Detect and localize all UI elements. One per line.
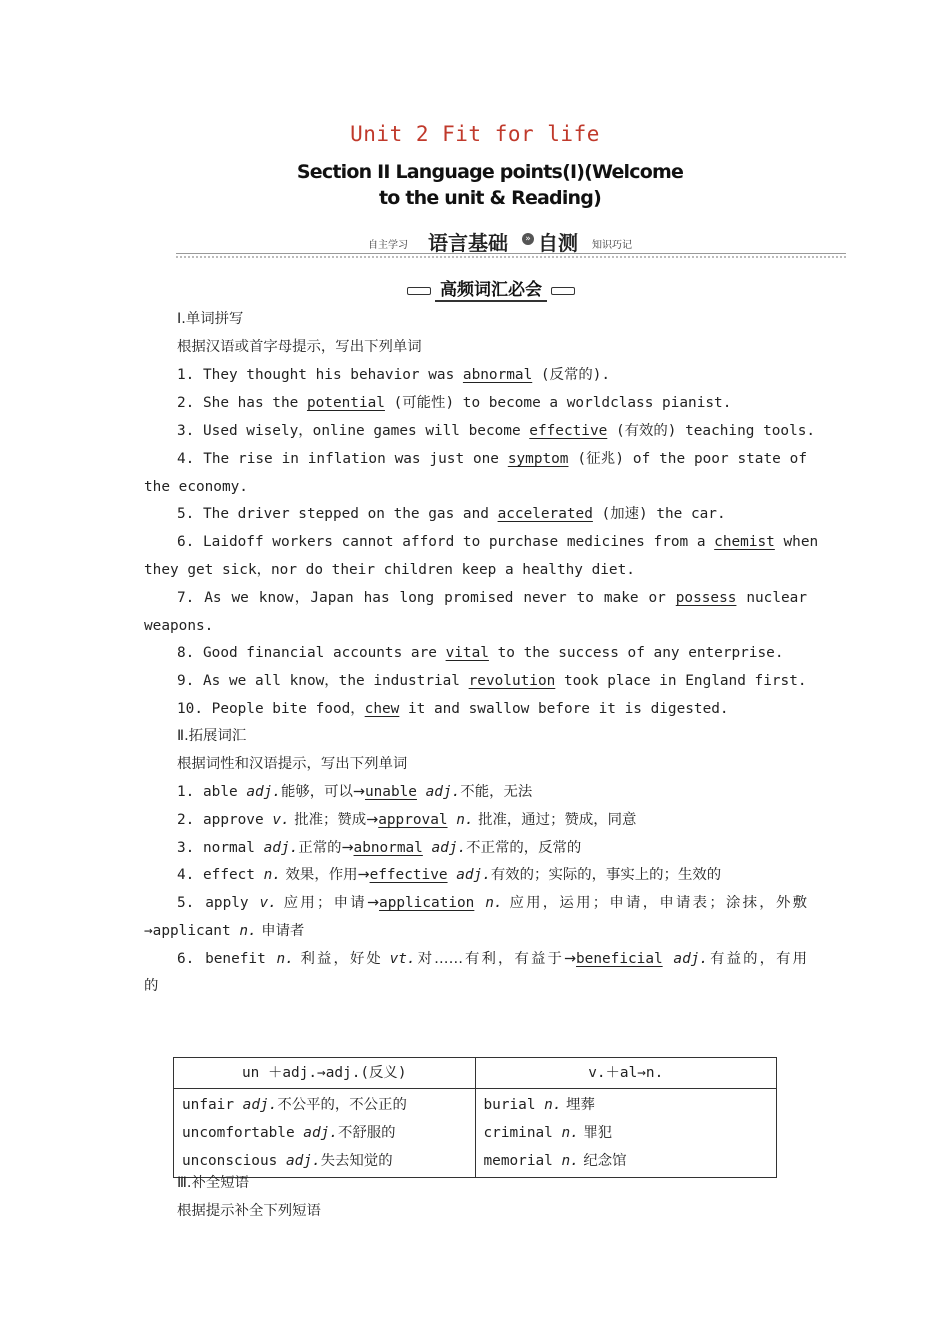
answer-text: application: [379, 895, 475, 911]
table-header-row: [174, 1058, 777, 1089]
list-item: 10. People bite food，chew it and swallow before it is digested.: [177, 701, 729, 717]
section-title-line2: to the unit & Reading): [379, 187, 601, 209]
answer-text: possess: [675, 590, 737, 606]
answer-text: potential: [306, 395, 385, 411]
list-item: 5. apply v. 应用；申请→application n. 应用，运用；申请，申请表；涂抹，外敷: [177, 895, 807, 911]
answer-text: chemist: [714, 534, 775, 550]
list-item: 8. Good financial accounts are vital to the success of any enterprise.: [177, 645, 784, 661]
answer-text: symptom: [507, 451, 569, 467]
banner-main-right: 自测: [538, 231, 578, 255]
table-entry: uncomfortable adj.不舒服的: [182, 1125, 396, 1141]
list-item: 2. She has the potential (可能性) to become a worldclass pianist.: [177, 395, 732, 411]
answer-text: vital: [445, 645, 489, 661]
part1-instruction: 根据汉语或首字母提示，写出下列单词: [177, 339, 422, 355]
table-cell-left: [174, 1089, 476, 1178]
table-header-right: v.＋al→n.: [475, 1058, 777, 1089]
table-row: [174, 1089, 777, 1178]
answer-text: abnormal: [353, 840, 423, 856]
section-title: [280, 159, 700, 211]
list-item-continuation: they get sick，nor do their children keep a healthy diet.: [144, 562, 635, 578]
answer-text: revolution: [468, 673, 556, 689]
list-item: 3. normal adj.正常的→abnormal adj.不正常的，反常的: [177, 840, 582, 856]
table-cell-right: [475, 1089, 777, 1178]
subheading-left-bar: [407, 287, 431, 295]
table-entry: unfair adj.不公平的，不公正的: [182, 1097, 407, 1113]
list-item: 6. Laidoff workers cannot afford to purchase medicines from a chemist when: [177, 534, 819, 550]
vocab-subheading: [405, 275, 575, 301]
section-title-line1: Section II Language points(I)(Welcome: [296, 161, 684, 183]
unit-title: Unit 2 Fit for life: [350, 122, 600, 146]
table-entry: unconscious adj.失去知觉的: [182, 1153, 393, 1169]
banner-divider: [176, 253, 846, 258]
list-item-continuation: weapons.: [144, 618, 214, 634]
answer-text: chew: [364, 701, 400, 717]
answer-text: effective: [529, 423, 608, 439]
list-item: 4. The rise in inflation was just one symptom (征兆) of the poor state of: [177, 451, 807, 467]
answer-text: effective: [369, 867, 448, 883]
table-entry: burial n. 埋葬: [483, 1097, 595, 1113]
list-item: 7. As we know，Japan has long promised never to make or possess nuclear: [177, 590, 808, 606]
list-item-continuation: the economy.: [144, 479, 248, 495]
subheading-right-bar: [551, 287, 575, 295]
list-item: 1. They thought his behavior was abnormal (反常的).: [177, 367, 611, 383]
list-item-continuation: 的: [144, 978, 159, 994]
subheading-text: 高频词汇必会: [435, 275, 547, 302]
list-item: 6. benefit n. 利益，好处 vt.对……有利，有益于→beneficial adj.有益的，有用: [177, 951, 807, 967]
part3-instruction: 根据提示补全下列短语: [177, 1203, 321, 1219]
list-item: 9. As we all know，the industrial revolution took place in England first.: [177, 673, 807, 689]
table-header-left: un ＋adj.→adj.(反义): [174, 1058, 476, 1089]
table-entry: criminal n. 罪犯: [483, 1125, 613, 1141]
table-entry: memorial n. 纪念馆: [483, 1153, 627, 1169]
list-item-continuation: →applicant n. 申请者: [144, 923, 305, 939]
list-item: 4. effect n. 效果，作用→effective adj.有效的；实际的，事实上的；生效的: [177, 867, 722, 883]
list-item: 3. Used wisely，online games will become effective (有效的) teaching tools.: [177, 423, 816, 439]
answer-text: unable: [364, 784, 417, 800]
part2-instruction: 根据词性和汉语提示，写出下列单词: [177, 756, 408, 772]
answer-text: beneficial: [576, 951, 663, 967]
word-formation-table: [173, 1057, 777, 1178]
part2-heading: Ⅱ.拓展词汇: [177, 728, 247, 744]
banner-right-label: 知识巧记: [592, 240, 632, 251]
answer-text: abnormal: [462, 367, 533, 383]
double-arrow-icon: »: [522, 233, 534, 245]
section-banner: [176, 227, 846, 257]
part1-heading: Ⅰ.单词拼写: [177, 311, 244, 327]
answer-text: accelerated: [497, 506, 593, 522]
list-item: 2. approve v. 批准；赞成→approval n. 批准，通过；赞成，同意: [177, 812, 637, 828]
banner-main-left: 语言基础: [428, 231, 508, 255]
answer-text: approval: [378, 812, 448, 828]
list-item: 5. The driver stepped on the gas and accelerated (加速) the car.: [177, 506, 726, 522]
part3-heading: Ⅲ.补全短语: [177, 1175, 250, 1191]
banner-left-label: 自主学习: [368, 240, 408, 251]
list-item: 1. able adj.能够，可以→unable adj.不能，无法: [177, 784, 533, 800]
